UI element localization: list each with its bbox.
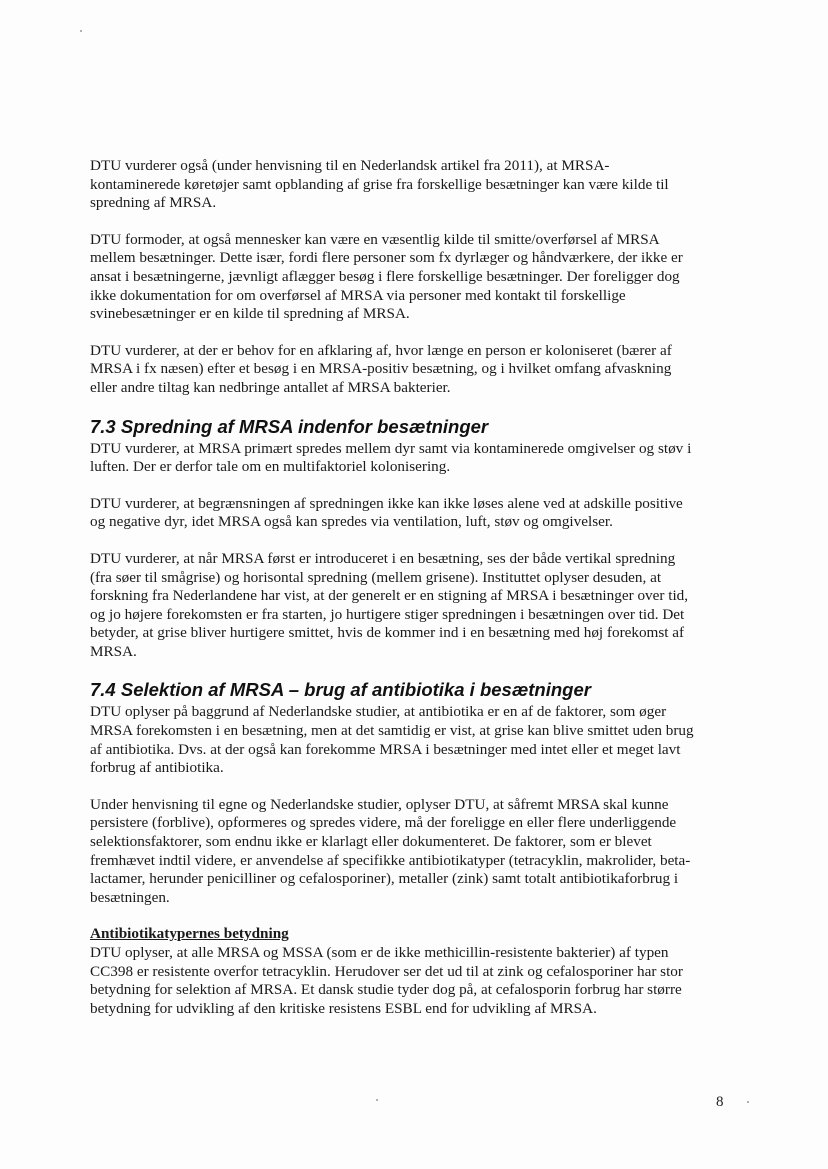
text-line: DTU vurderer, at MRSA primært spredes mellem dyr samt via kontaminerede omgivelser og støv i bbox=[90, 439, 692, 457]
text-line: DTU vurderer, at der er behov for en afklaring af, hvor længe en person er koloniseret (bærer af bbox=[90, 341, 672, 359]
text-line: mellem besætninger. Dette især, fordi flere personer som fx dyrlæger og håndværkere, der ikke er bbox=[90, 249, 683, 267]
paragraph-spread-animals bbox=[90, 440, 730, 477]
paragraph-vehicles bbox=[90, 157, 730, 213]
text-line: kontaminerede køretøjer samt opblanding af grise fra forskellige besætninger kan være kilde til bbox=[90, 175, 669, 193]
paragraph-antibiotics-factor bbox=[90, 703, 730, 777]
text-line: og negative dyr, idet MRSA også kan spredes via ventilation, luft, støv og omgivelser. bbox=[90, 513, 613, 531]
text-line: lactamer, herunder penicilliner og cefalosporiner), metaller (zink) samt totalt antibiotikaforbrug i bbox=[90, 870, 679, 888]
text-line: DTU vurderer også (under henvisning til en Nederlandsk artikel fra 2011), at MRSA- bbox=[90, 157, 610, 174]
text-line: (fra søer til smågrise) og horisontal spredning (mellem grisene). Instituttet oplyser desuden, at bbox=[90, 568, 662, 586]
text-line: betyder, at grise bliver hurtigere smittet, hvis de kommer ind i en besætning med høj forekomst af bbox=[90, 624, 685, 642]
text-line: persistere (forblive), opformeres og spredes videre, må der foreligge en eller flere underliggende bbox=[90, 814, 677, 832]
text-line: CC398 er resistente overfor tetracyklin. Herudover ser det ud til at zink og cefalosporiner har stor bbox=[90, 962, 683, 980]
text-line: luften. Der er derfor tale om en multifaktoriel kolonisering. bbox=[90, 458, 451, 476]
paragraph-limitation bbox=[90, 495, 730, 532]
text-line: besætningen. bbox=[90, 888, 170, 906]
text-line: betydning for udvikling af den kritiske resistens ESBL end for udvikling af MRSA. bbox=[90, 999, 597, 1017]
paragraph-humans bbox=[90, 231, 730, 324]
text-line: DTU formoder, at også mennesker kan være en væsentlig kilde til smitte/overførsel af MRSA bbox=[90, 230, 660, 248]
scan-speck bbox=[376, 1099, 378, 1101]
scan-speck bbox=[80, 30, 82, 32]
text-line: ansat i besætningerne, jævnligt aflægger besøg i flere forskellige besætninger. Der foreligger dog bbox=[90, 267, 680, 285]
text-line: Under henvisning til egne og Nederlandske studier, oplyser DTU, at såfremt MRSA skal kunne bbox=[90, 795, 669, 813]
text-line: MRSA forekomsten i en besætning, men at det samtidig er vist, at grise kan blive smittet uden brug bbox=[90, 722, 694, 740]
text-line: DTU vurderer, at begrænsningen af spredningen ikke kan ikke løses alene ved at adskille positive bbox=[90, 494, 683, 512]
text-line: forbrug af antibiotika. bbox=[90, 759, 224, 777]
paragraph-vertical-horizontal bbox=[90, 550, 730, 662]
text-line: DTU oplyser, at alle MRSA og MSSA (som er de ikke methicillin-resistente bakterier) af typen bbox=[90, 944, 669, 961]
text-line: DTU vurderer, at når MRSA først er introduceret i en besætning, ses der både vertikal spredning bbox=[90, 549, 676, 567]
paragraph-colonisation bbox=[90, 342, 730, 398]
text-line: svinebesætninger er en kilde til spredning af MRSA. bbox=[90, 305, 410, 323]
text-line: ikke dokumentation for om overførsel af MRSA via personer med kontakt til forskellige bbox=[90, 286, 626, 304]
section-heading-7-3: 7.3 Spredning af MRSA indenfor besætninger bbox=[90, 415, 489, 437]
text-line: fremhævet indtil videre, er anvendelse af specifikke antibiotikatyper (tetracyklin, makrolider, beta- bbox=[90, 851, 691, 869]
section-heading-7-4: 7.4 Selektion af MRSA – brug af antibiotika i besætninger bbox=[90, 679, 591, 701]
text-line: selektionsfaktorer, som endnu ikke er klarlagt eller dokumenteret. De faktorer, som er blevet bbox=[90, 833, 652, 851]
text-line: betydning for selektion af MRSA. Et dansk studie tyder dog på, at cefalosporin forbrug har større bbox=[90, 981, 682, 999]
page-body bbox=[90, 157, 730, 1018]
text-line: MRSA i fx næsen) efter et besøg i en MRSA-positiv besætning, og i hvilket omfang afvaskning bbox=[90, 360, 672, 378]
page-number: 8 bbox=[716, 1094, 724, 1110]
text-line: forskning fra Nederlandene har vist, at der generelt er en stigning af MRSA i besætninger over tid, bbox=[90, 587, 689, 605]
scan-speck bbox=[747, 1101, 749, 1103]
paragraph-selection-factors bbox=[90, 796, 730, 908]
text-line: eller andre tiltag kan nedbringe antallet af MRSA bakterier. bbox=[90, 378, 451, 396]
text-line: af antibiotika. Dvs. at der også kan forekomme MRSA i besætninger med intet eller et meget lavt bbox=[90, 740, 681, 758]
paragraph-antibiotic-types bbox=[90, 944, 730, 1018]
text-line: MRSA. bbox=[90, 642, 137, 660]
text-line: DTU oplyser på baggrund af Nederlandske studier, at antibiotika er en af de faktorer, som øger bbox=[90, 703, 667, 721]
subheading-antibiotic-types: Antibiotikatypernes betydning bbox=[90, 925, 289, 943]
text-line: spredning af MRSA. bbox=[90, 194, 217, 212]
text-line: og jo højere forekomsten er fra starten, jo hurtigere stiger spredningen i besætningen over tid. Det bbox=[90, 605, 685, 623]
